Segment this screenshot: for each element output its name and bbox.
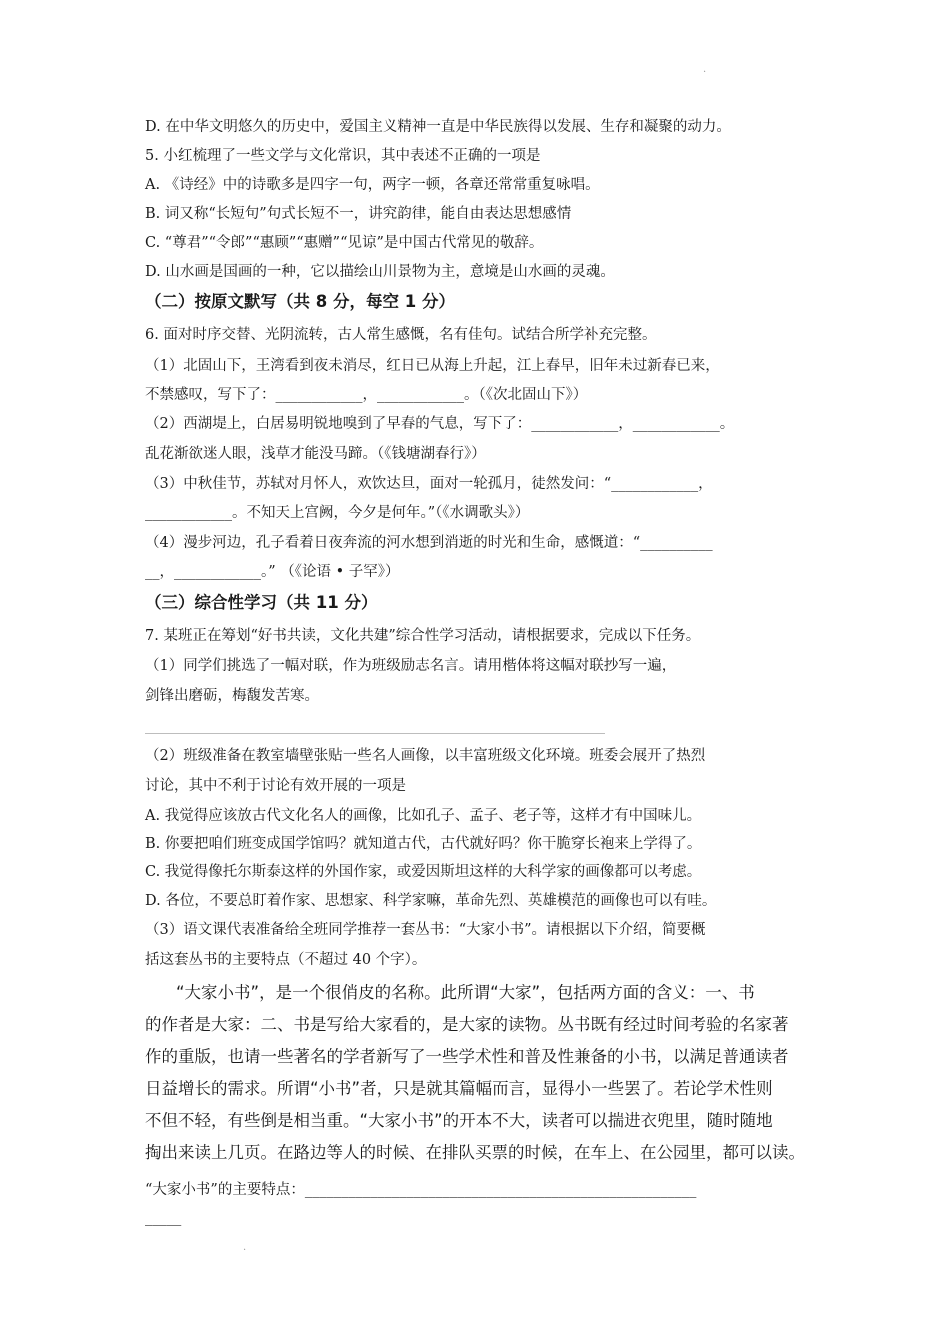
couplet-writing-line	[145, 733, 605, 734]
question-7-part-1: （1）同学们挑选了一幅对联，作为班级励志名言。请用楷体将这幅对联抄写一遍，	[145, 658, 677, 674]
answer-prompt-features: “大家小书”的主要特点：______________________________________________________	[145, 1182, 697, 1198]
answer-prompt-cont: _____	[145, 1210, 182, 1226]
question-6-part-4: （4）漫步河边，孔子看着日夜奔流的河水想到消逝的时光和生命，感慨道：“__________	[145, 535, 713, 551]
question-5-option-c: C. “尊君”“令郎”“惠顾”“惠赠”“见谅”是中国古代常见的敬辞。	[145, 235, 544, 251]
couplet-text: 剑锋出磨砺，梅馥发苦寒。	[145, 688, 319, 704]
question-7-part-3-cont: 括这套丛书的主要特点（不超过 40 个字）。	[145, 952, 427, 968]
question-7-part-2-cont: 讨论，其中不利于讨论有效开展的一项是	[145, 778, 406, 794]
question-6-part-3-cont: ____________。不知天上宫阙，今夕是何年。”（《水调歌头》）	[145, 505, 530, 521]
question-7-option-b: B. 你要把咱们班变成国学馆吗？就知道古代，古代就好吗？你干脆穿长袍来上学得了。	[145, 836, 702, 852]
section-3-heading: （三）综合性学习（共 11 分）	[145, 593, 378, 612]
question-6-part-3: （3）中秋佳节，苏轼对月怀人，欢饮达旦，面对一轮孤月，徒然发问：“____________，	[145, 476, 713, 492]
question-6-part-2-cont: 乱花渐欲迷人眼，浅草才能没马蹄。（《钱塘湖春行》）	[145, 446, 486, 462]
question-5-stem: 5. 小红梳理了一些文学与文化常识，其中表述不正确的一项是	[145, 148, 541, 164]
question-6-part-2: （2）西湖堤上，白居易明锐地嗅到了早春的气息，写下了：____________，____________。	[145, 416, 735, 432]
section-2-heading: （二）按原文默写（共 8 分，每空 1 分）	[145, 292, 455, 311]
passage-line-2: 的作者是大家：二、书是写给大家看的，是大家的读物。丛书既有经过时间考验的名家著	[145, 1015, 789, 1034]
question-6-part-1-blanks: 不禁感叹，写下了：____________，____________。（《次北固山下》）	[145, 387, 588, 403]
passage-line-4: 日益增长的需求。所谓“小书”者，只是就其篇幅而言，显得小一些罢了。若论学术性则	[145, 1079, 773, 1098]
scan-dot-bottom: .	[243, 1242, 247, 1253]
question-7-option-d: D. 各位，不要总盯着作家、思想家、科学家嘛，革命先烈、英雄模范的画像也可以有哇。	[145, 893, 717, 909]
question-7-stem: 7. 某班正在筹划“好书共读，文化共建”综合性学习活动，请根据要求，完成以下任务。	[145, 628, 701, 644]
passage-line-3: 作的重版，也请一些著名的学者新写了一些学术性和普及性兼备的小书，以满足普通读者	[145, 1047, 789, 1066]
question-7-option-c: C. 我觉得像托尔斯泰这样的外国作家，或爱因斯坦这样的大科学家的画像都可以考虑。	[145, 864, 702, 880]
question-6-part-1: （1）北固山下，王湾看到夜未消尽，红日已从海上升起，江上春早，旧年未过新春已来，	[145, 358, 720, 374]
question-7-part-3: （3）语文课代表准备给全班同学推荐一套丛书：“大家小书”。请根据以下介绍，简要概	[145, 922, 706, 938]
question-5-option-a: A. 《诗经》中的诗歌多是四字一句，两字一顿，各章还常常重复咏唱。	[145, 177, 600, 193]
passage-line-6: 掏出来读上几页。在路边等人的时候、在排队买票的时候，在车上、在公园里，都可以读。	[145, 1143, 805, 1162]
question-6-stem: 6. 面对时序交替、光阴流转，古人常生感慨，名有佳句。试结合所学补充完整。	[145, 327, 657, 343]
question-7-option-a: A. 我觉得应该放古代文化名人的画像，比如孔子、孟子、老子等，这样才有中国味儿。	[145, 808, 702, 824]
option-d-patriotism: D. 在中华文明悠久的历史中，爱国主义精神一直是中华民族得以发展、生存和凝聚的动力。	[145, 119, 731, 135]
question-6-part-4-cont: __，____________。” （《论语 • 子罕》）	[145, 564, 400, 580]
scan-dot: .	[703, 64, 707, 75]
passage-line-5: 不但不轻，有些倒是相当重。“大家小书”的开本不大，读者可以揣进衣兜里，随时随地	[145, 1111, 773, 1130]
passage-line-1: “大家小书”，是一个很俏皮的名称。此所谓“大家”，包括两方面的含义：一、书	[176, 983, 755, 1002]
question-7-part-2: （2）班级准备在教室墙壁张贴一些名人画像，以丰富班级文化环境。班委会展开了热烈	[145, 748, 706, 764]
question-5-option-b: B. 词又称“长短句”句式长短不一，讲究韵律，能自由表达思想感情	[145, 206, 572, 222]
question-5-option-d: D. 山水画是国画的一种，它以描绘山川景物为主，意境是山水画的灵魂。	[145, 264, 615, 280]
